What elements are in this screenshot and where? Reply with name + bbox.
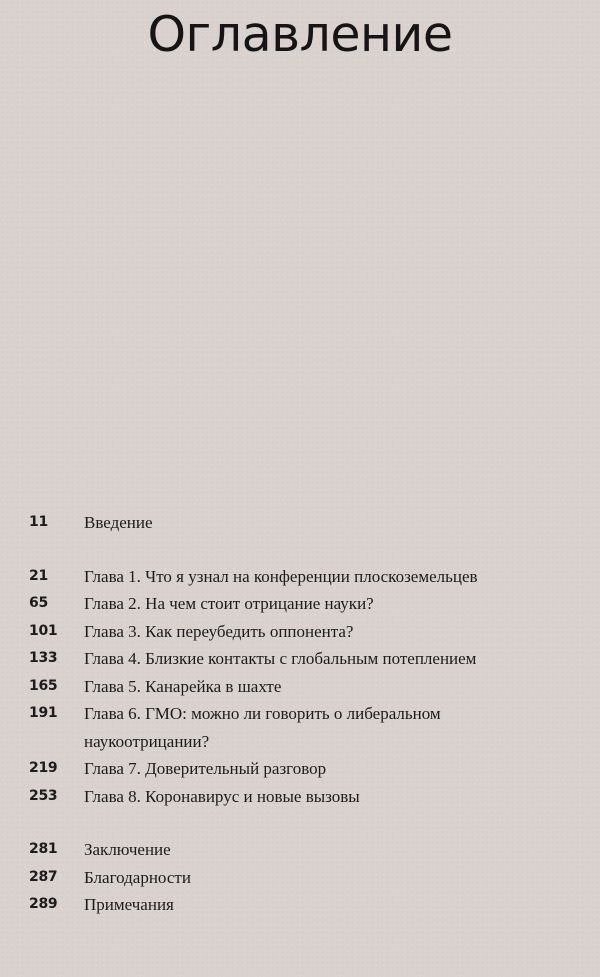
toc-page-number: 133	[29, 650, 58, 666]
toc-page-number: 21	[29, 567, 48, 584]
toc-page-number: 11	[29, 514, 48, 530]
toc-page-number: 191	[29, 705, 58, 721]
toc-entry-title: Глава 2. На чем стоит отрицание науки?	[84, 594, 374, 613]
toc-page-number: 253	[29, 787, 58, 804]
toc-entry[interactable]	[29, 864, 574, 892]
toc-entry-title: Глава 8. Коронавирус и новые вызовы	[84, 786, 360, 806]
toc-entry[interactable]	[29, 645, 574, 673]
table-of-contents	[29, 509, 574, 919]
toc-page-number: 65	[29, 595, 48, 611]
toc-page-number: 281	[29, 841, 58, 857]
toc-entry[interactable]	[29, 618, 574, 646]
toc-entry[interactable]	[29, 836, 574, 864]
toc-entry[interactable]	[29, 700, 574, 755]
toc-entry[interactable]	[29, 755, 574, 783]
toc-page-number: 289	[29, 896, 58, 912]
toc-page-number: 165	[29, 677, 58, 694]
toc-group-back-matter	[29, 836, 574, 919]
toc-entry-title: Введение	[84, 513, 153, 532]
toc-entry[interactable]	[29, 590, 574, 618]
toc-entry[interactable]	[29, 673, 574, 701]
toc-entry-title: Глава 6. ГМО: можно ли говорить о либеральном наукоотрицании?	[84, 704, 441, 751]
toc-entry-title: Глава 7. Доверительный разговор	[84, 759, 327, 778]
toc-group-intro	[29, 509, 574, 537]
toc-entry-title: Благодарности	[84, 867, 191, 887]
toc-entry[interactable]	[29, 891, 574, 919]
toc-entry-title: Глава 4. Близкие контакты с глобальным потеплением	[84, 649, 477, 668]
toc-entry-title: Заключение	[84, 840, 171, 859]
toc-page-number: 219	[29, 760, 58, 776]
page-title: Оглавление	[147, 6, 453, 63]
toc-entry[interactable]	[29, 509, 574, 537]
toc-entry-title: Примечания	[84, 895, 174, 914]
toc-group-chapters	[29, 563, 574, 811]
toc-entry-title: Глава 3. Как переубедить оппонента?	[84, 621, 354, 641]
toc-entry-title: Глава 1. Что я узнал на конференции плоскоземельцев	[84, 566, 478, 586]
toc-entry[interactable]	[29, 783, 574, 811]
toc-entry-title: Глава 5. Канарейка в шахте	[84, 676, 282, 696]
toc-page-number: 287	[29, 868, 58, 885]
toc-page-number: 101	[29, 622, 58, 639]
toc-entry[interactable]	[29, 563, 574, 591]
